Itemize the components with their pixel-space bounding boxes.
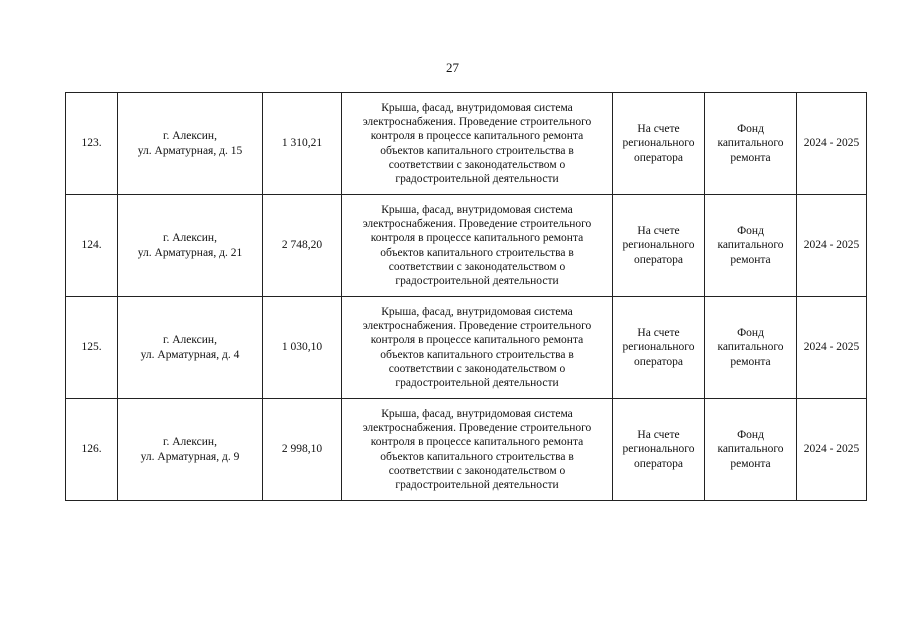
- area-cell: 2 998,10: [263, 399, 342, 501]
- account-cell: [613, 297, 705, 399]
- account-line: На счете: [637, 123, 680, 136]
- page-number: 27: [446, 60, 459, 75]
- work-line: объектов капитального строительства в: [380, 348, 574, 361]
- work-description-cell: [342, 399, 613, 501]
- account-line: На счете: [637, 429, 680, 442]
- work-line: контроля в процессе капитального ремонта: [370, 436, 584, 449]
- account-line: регионального: [622, 239, 695, 252]
- work-line: Крыша, фасад, внутридомовая система: [381, 101, 573, 114]
- work-line: Крыша, фасад, внутридомовая система: [381, 305, 573, 318]
- work-line: соответствии с законодательством о: [388, 362, 566, 375]
- address-cell: [118, 195, 263, 297]
- account-line: оператора: [633, 355, 684, 368]
- row-number: 125.: [66, 297, 118, 399]
- funding-source-cell: [705, 297, 797, 399]
- work-line: градостроительной деятельности: [395, 275, 559, 288]
- work-line: контроля в процессе капитального ремонта: [370, 232, 584, 245]
- table-row: [66, 297, 867, 399]
- source-line: Фонд: [737, 123, 764, 136]
- source-line: ремонта: [730, 355, 771, 368]
- work-line: градостроительной деятельности: [395, 173, 559, 186]
- account-cell: [613, 93, 705, 195]
- account-cell: [613, 195, 705, 297]
- work-description-cell: [342, 297, 613, 399]
- address-cell: [118, 399, 263, 501]
- work-line: градостроительной деятельности: [395, 377, 559, 390]
- row-number: 124.: [66, 195, 118, 297]
- source-line: ремонта: [730, 457, 771, 470]
- table-row: [66, 195, 867, 297]
- work-line: соответствии с законодательством о: [388, 464, 566, 477]
- work-line: Крыша, фасад, внутридомовая система: [381, 407, 573, 420]
- account-line: регионального: [622, 341, 695, 354]
- address-street: ул. Арматурная, д. 15: [137, 144, 243, 157]
- address-cell: [118, 93, 263, 195]
- work-line: электроснабжения. Проведение строительного: [362, 115, 592, 128]
- address-street: ул. Арматурная, д. 21: [137, 246, 243, 259]
- address-city: г. Алексин,: [163, 334, 217, 347]
- table-row: [66, 399, 867, 501]
- area-cell: 1 310,21: [263, 93, 342, 195]
- work-line: объектов капитального строительства в: [380, 450, 574, 463]
- source-line: ремонта: [730, 151, 771, 164]
- work-line: соответствии с законодательством о: [388, 260, 566, 273]
- work-line: градостроительной деятельности: [395, 479, 559, 492]
- period-cell: 2024 - 2025: [797, 399, 867, 501]
- source-line: капитального: [717, 239, 784, 252]
- address-city: г. Алексин,: [163, 436, 217, 449]
- period-cell: 2024 - 2025: [797, 93, 867, 195]
- account-line: На счете: [637, 225, 680, 238]
- source-line: ремонта: [730, 253, 771, 266]
- work-line: электроснабжения. Проведение строительного: [362, 319, 592, 332]
- funding-source-cell: [705, 195, 797, 297]
- account-line: На счете: [637, 327, 680, 340]
- address-street: ул. Арматурная, д. 9: [140, 450, 240, 463]
- address-city: г. Алексин,: [163, 130, 217, 143]
- account-line: регионального: [622, 443, 695, 456]
- work-description-cell: [342, 195, 613, 297]
- address-cell: [118, 297, 263, 399]
- work-description-cell: [342, 93, 613, 195]
- area-cell: 1 030,10: [263, 297, 342, 399]
- funding-source-cell: [705, 399, 797, 501]
- work-line: объектов капитального строительства в: [380, 144, 574, 157]
- row-number: 123.: [66, 93, 118, 195]
- funding-source-cell: [705, 93, 797, 195]
- period-cell: 2024 - 2025: [797, 297, 867, 399]
- source-line: капитального: [717, 443, 784, 456]
- work-line: Крыша, фасад, внутридомовая система: [381, 203, 573, 216]
- row-number: 126.: [66, 399, 118, 501]
- work-line: контроля в процессе капитального ремонта: [370, 130, 584, 143]
- work-line: электроснабжения. Проведение строительного: [362, 217, 592, 230]
- work-line: электроснабжения. Проведение строительного: [362, 421, 592, 434]
- repair-program-table: [65, 92, 867, 501]
- source-line: Фонд: [737, 429, 764, 442]
- work-line: соответствии с законодательством о: [388, 158, 566, 171]
- account-line: оператора: [633, 253, 684, 266]
- work-line: контроля в процессе капитального ремонта: [370, 334, 584, 347]
- address-street: ул. Арматурная, д. 4: [140, 348, 240, 361]
- table-row: [66, 93, 867, 195]
- source-line: Фонд: [737, 327, 764, 340]
- account-line: оператора: [633, 457, 684, 470]
- area-cell: 2 748,20: [263, 195, 342, 297]
- source-line: Фонд: [737, 225, 764, 238]
- account-line: оператора: [633, 151, 684, 164]
- source-line: капитального: [717, 137, 784, 150]
- account-line: регионального: [622, 137, 695, 150]
- source-line: капитального: [717, 341, 784, 354]
- period-cell: 2024 - 2025: [797, 195, 867, 297]
- work-line: объектов капитального строительства в: [380, 246, 574, 259]
- address-city: г. Алексин,: [163, 232, 217, 245]
- account-cell: [613, 399, 705, 501]
